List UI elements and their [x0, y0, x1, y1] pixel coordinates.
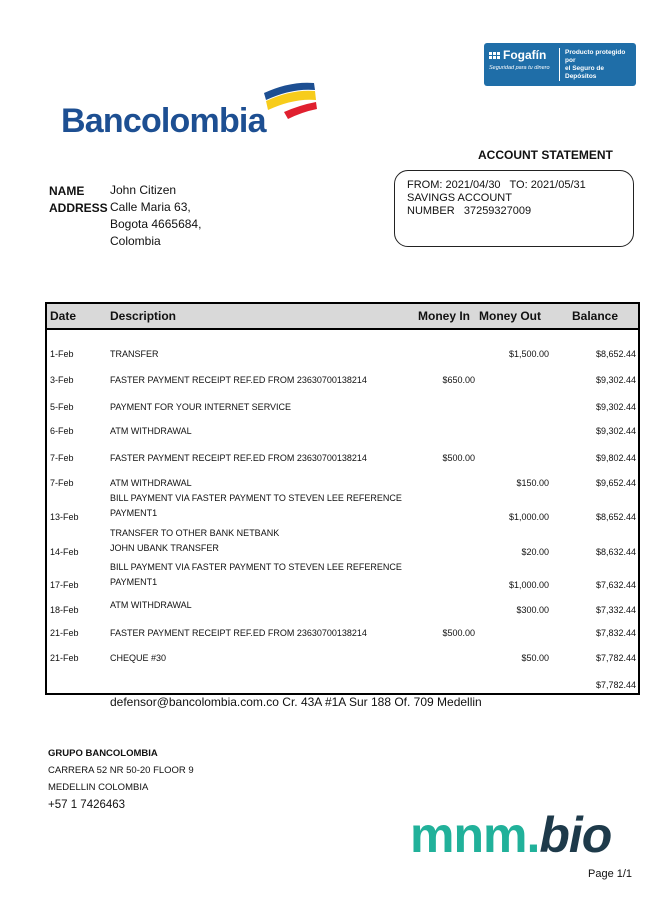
row-money-out: $300.00	[516, 605, 549, 615]
fogafin-tagline: Seguridad para tu dinero	[489, 65, 550, 71]
row-description: TRANSFER	[110, 349, 159, 359]
fogafin-badge-line1: Producto protegido por	[565, 49, 626, 64]
customer-name: John Citizen	[110, 183, 177, 197]
row-balance: $9,652.44	[595, 478, 636, 488]
row-date: 18-Feb	[50, 605, 79, 615]
row-date: 21-Feb	[50, 628, 79, 638]
row-balance: $9,302.44	[595, 426, 636, 436]
row-balance: $8,652.44	[595, 512, 636, 522]
row-money-out: $1,500.00	[508, 349, 549, 359]
row-balance: $8,632.44	[595, 547, 636, 557]
transactions-table	[45, 302, 640, 695]
row-description: ATM WITHDRAWAL	[110, 478, 192, 488]
row-date: 13-Feb	[50, 512, 79, 522]
row-date: 14-Feb	[50, 547, 79, 557]
header-money-out: Money Out	[479, 309, 541, 323]
name-label: NAME	[49, 184, 85, 198]
row-description: ATM WITHDRAWAL	[110, 426, 192, 436]
row-money-out: $150.00	[516, 478, 549, 488]
row-description: FASTER PAYMENT RECEIPT REF.ED FROM 23630700138214	[110, 628, 367, 638]
row-balance: $9,302.44	[595, 375, 636, 385]
row-date: 5-Feb	[50, 402, 74, 412]
row-date: 7-Feb	[50, 478, 74, 488]
fogafin-badge	[484, 43, 636, 91]
statement-period: FROM: 2021/04/30 TO: 2021/05/31	[407, 179, 586, 191]
row-date: 1-Feb	[50, 349, 74, 359]
row-balance: $7,782.44	[595, 680, 636, 690]
row-description: BILL PAYMENT VIA FASTER PAYMENT TO STEVEN LEE REFERENCE	[110, 562, 402, 572]
bancolombia-logo: Bancolombia	[61, 102, 266, 140]
row-description: PAYMENT1	[110, 577, 158, 587]
row-description: CHEQUE #30	[110, 653, 167, 663]
fogafin-dots-icon	[489, 52, 500, 59]
address-label: ADDRESS	[49, 201, 108, 215]
row-money-in: $500.00	[442, 453, 475, 463]
row-balance: $7,332.44	[595, 605, 636, 615]
group-address-1: CARRERA 52 NR 50-20 FLOOR 9	[48, 765, 194, 776]
header-description: Description	[110, 309, 177, 323]
table-header	[47, 304, 638, 330]
fogafin-badge-line2: el Seguro de Depósitos	[565, 65, 605, 80]
address-line-1: Calle Maria 63,	[110, 200, 191, 214]
address-line-3: Colombia	[110, 234, 161, 248]
row-money-in: $650.00	[442, 375, 475, 385]
row-date: 3-Feb	[50, 375, 74, 385]
row-balance: $7,832.44	[595, 628, 636, 638]
row-description: BILL PAYMENT VIA FASTER PAYMENT TO STEVEN LEE REFERENCE	[110, 493, 402, 503]
group-address-2: MEDELLIN COLOMBIA	[48, 782, 149, 793]
account-number: NUMBER 37259327009	[407, 205, 532, 217]
fogafin-url: www.fogafin.gov.co	[593, 86, 632, 91]
row-description: PAYMENT FOR YOUR INTERNET SERVICE	[110, 402, 292, 412]
watermark-part-b: bio	[539, 807, 612, 863]
address-line-2: Bogota 4665684,	[110, 217, 202, 231]
watermark-logo	[410, 805, 611, 865]
row-money-out: $50.00	[521, 653, 549, 663]
row-money-out: $20.00	[521, 547, 549, 557]
row-description: TRANSFER TO OTHER BANK NETBANK	[110, 528, 280, 538]
fogafin-name: Fogafín	[503, 48, 547, 62]
row-date: 6-Feb	[50, 426, 74, 436]
footer-contact: defensor@bancolombia.com.co Cr. 43A #1A Sur 188 Of. 709 Medellin	[110, 695, 482, 709]
header-money-in: Money In	[418, 309, 471, 323]
row-balance: $9,802.44	[595, 453, 636, 463]
watermark-part-a: mnm.	[410, 807, 540, 863]
row-balance: $9,302.44	[595, 402, 636, 412]
row-money-out: $1,000.00	[508, 512, 549, 522]
page-number: Page 1/1	[588, 868, 633, 880]
row-balance: $7,632.44	[595, 580, 636, 590]
row-description: JOHN UBANK TRANSFER	[110, 543, 219, 553]
group-phone: +57 1 7426463	[48, 799, 126, 811]
header-balance: Balance	[572, 309, 619, 323]
header-date: Date	[50, 309, 77, 323]
bancolombia-stripes-icon	[262, 79, 320, 121]
account-type: SAVINGS ACCOUNT	[407, 192, 512, 204]
row-date: 21-Feb	[50, 653, 79, 663]
statement-title: ACCOUNT STATEMENT	[478, 148, 613, 162]
row-money-in: $500.00	[442, 628, 475, 638]
row-description: FASTER PAYMENT RECEIPT REF.ED FROM 23630700138214	[110, 453, 367, 463]
row-date: 7-Feb	[50, 453, 74, 463]
row-balance: $7,782.44	[595, 653, 636, 663]
row-description: ATM WITHDRAWAL	[110, 600, 192, 610]
account-info-box	[394, 170, 634, 247]
row-date: 17-Feb	[50, 580, 79, 590]
group-name: GRUPO BANCOLOMBIA	[48, 748, 158, 759]
row-description: FASTER PAYMENT RECEIPT REF.ED FROM 23630700138214	[110, 375, 367, 385]
row-money-out: $1,000.00	[508, 580, 549, 590]
row-balance: $8,652.44	[595, 349, 636, 359]
row-description: PAYMENT1	[110, 508, 158, 518]
